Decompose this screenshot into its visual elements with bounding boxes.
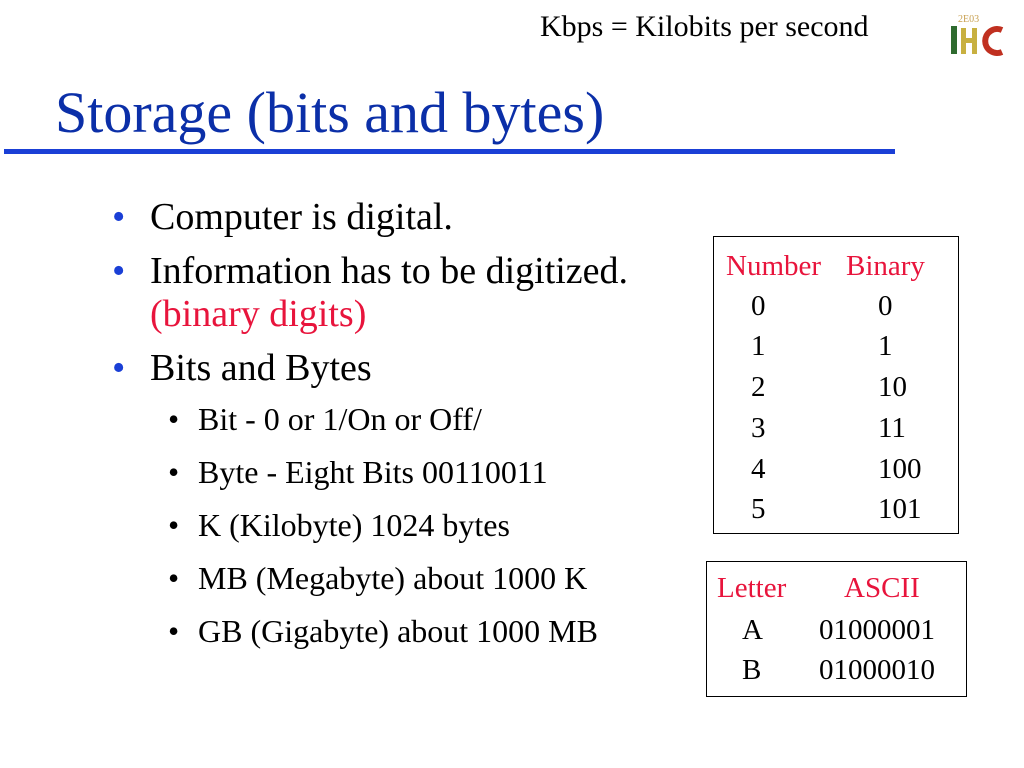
logo-tag: 2E03	[958, 14, 980, 25]
bullet-item	[112, 250, 702, 336]
bullet-text: Computer is digital.	[150, 196, 453, 238]
table-cell-ascii: 01000010	[819, 654, 935, 686]
table-cell-binary: 101	[878, 493, 922, 525]
number-binary-table	[713, 236, 959, 534]
bullet-dot-icon: •	[112, 347, 126, 389]
table-header-number: Number	[726, 250, 822, 282]
sub-bullet-text: K (Kilobyte) 1024 bytes	[198, 507, 510, 543]
bullet-text: Information has to be digitized.	[150, 250, 629, 292]
bullet-dot-icon: •	[112, 250, 126, 292]
sub-bullet-list	[168, 401, 702, 650]
bullet-dot-icon: •	[168, 613, 180, 649]
sub-bullet-item	[168, 613, 702, 650]
page-title: Storage (bits and bytes)	[55, 80, 605, 145]
letter-ascii-table	[706, 561, 967, 697]
table-header-letter: Letter	[717, 572, 787, 604]
table-cell-binary: 11	[878, 412, 906, 444]
table-cell-binary: 10	[878, 371, 907, 403]
bullet-highlight: (binary digits)	[150, 293, 367, 335]
table-cell-ascii: 01000001	[819, 614, 935, 646]
bullet-dot-icon: •	[168, 454, 180, 490]
sub-bullet-text: Bit - 0 or 1/On or Off/	[198, 401, 482, 437]
table-cell-letter: B	[742, 654, 762, 686]
table-cell-number: 2	[751, 371, 766, 403]
table-header-ascii: ASCII	[844, 572, 920, 604]
table-cell-number: 4	[751, 453, 766, 485]
table-cell-number: 0	[751, 290, 766, 322]
bullet-list	[112, 196, 702, 666]
top-note: Kbps = Kilobits per second	[540, 10, 869, 43]
table-header-binary: Binary	[846, 250, 925, 282]
table-cell-binary: 0	[878, 290, 893, 322]
table-cell-binary: 100	[878, 453, 922, 485]
table-cell-number: 3	[751, 412, 766, 444]
bullet-dot-icon: •	[168, 401, 180, 437]
title-underline	[4, 149, 895, 154]
bullet-item	[112, 196, 702, 239]
bullet-dot-icon: •	[112, 196, 126, 238]
table-cell-number: 5	[751, 493, 766, 525]
table-cell-letter: A	[742, 614, 763, 646]
bullet-dot-icon: •	[168, 560, 180, 596]
sub-bullet-item	[168, 507, 702, 544]
bullet-dot-icon: •	[168, 507, 180, 543]
sub-bullet-item	[168, 454, 702, 491]
sub-bullet-item	[168, 401, 702, 438]
sub-bullet-item	[168, 560, 702, 597]
sub-bullet-text: MB (Megabyte) about 1000 K	[198, 560, 588, 596]
ihc-logo-icon	[948, 12, 1008, 60]
table-cell-number: 1	[751, 330, 766, 362]
table-cell-binary: 1	[878, 330, 893, 362]
sub-bullet-text: Byte - Eight Bits 00110011	[198, 454, 548, 490]
bullet-item	[112, 347, 702, 390]
sub-bullet-text: GB (Gigabyte) about 1000 MB	[198, 613, 598, 649]
bullet-text: Bits and Bytes	[150, 347, 372, 389]
